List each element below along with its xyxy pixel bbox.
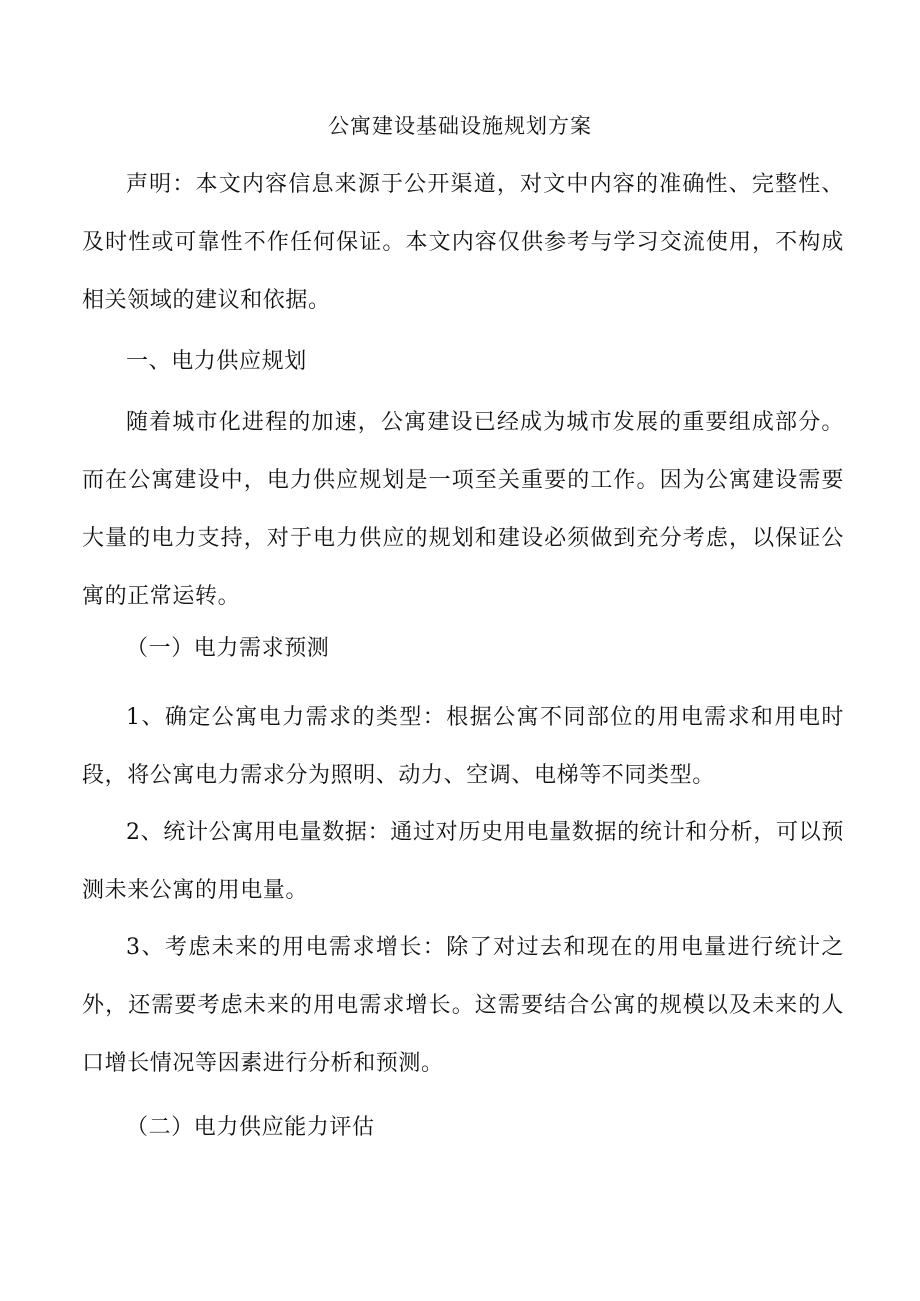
document-title: 公寓建设基础设施规划方案: [328, 114, 592, 138]
subsection-heading-capacity-assessment: （二）电力供应能力评估: [126, 1115, 375, 1140]
list-item-growth-consideration: 3、考虑未来的用电需求增长：除了对过去和现在的用电量进行统计之外，还需要考虑未来的用电需求增长。这需要结合公寓的规模以及未来的人口增长情况等因素进行分析和预测。: [82, 935, 844, 1076]
subsection-heading-demand-forecast: （一）电力需求预测: [126, 636, 330, 661]
section-intro-paragraph: 随着城市化进程的加速，公寓建设已经成为城市发展的重要组成部分。而在公寓建设中，电力供应规划是一项至关重要的工作。因为公寓建设需要大量的电力支持，对于电力供应的规划和建设必须做到充分考虑，以保证公寓的正常运转。: [82, 410, 844, 609]
list-item-usage-statistics: 2、统计公寓用电量数据：通过对历史用电量数据的统计和分析，可以预测未来公寓的用电量。: [82, 820, 844, 903]
disclaimer-paragraph: 声明：本文内容信息来源于公开渠道，对文中内容的准确性、完整性、及时性或可靠性不作任何保证。本文内容仅供参考与学习交流使用，不构成相关领域的建议和依据。: [82, 172, 844, 313]
list-item-demand-type: 1、确定公寓电力需求的类型：根据公寓不同部位的用电需求和用电时段，将公寓电力需求分为照明、动力、空调、电梯等不同类型。: [82, 705, 844, 788]
section-heading-power-supply: 一、电力供应规划: [126, 349, 307, 374]
